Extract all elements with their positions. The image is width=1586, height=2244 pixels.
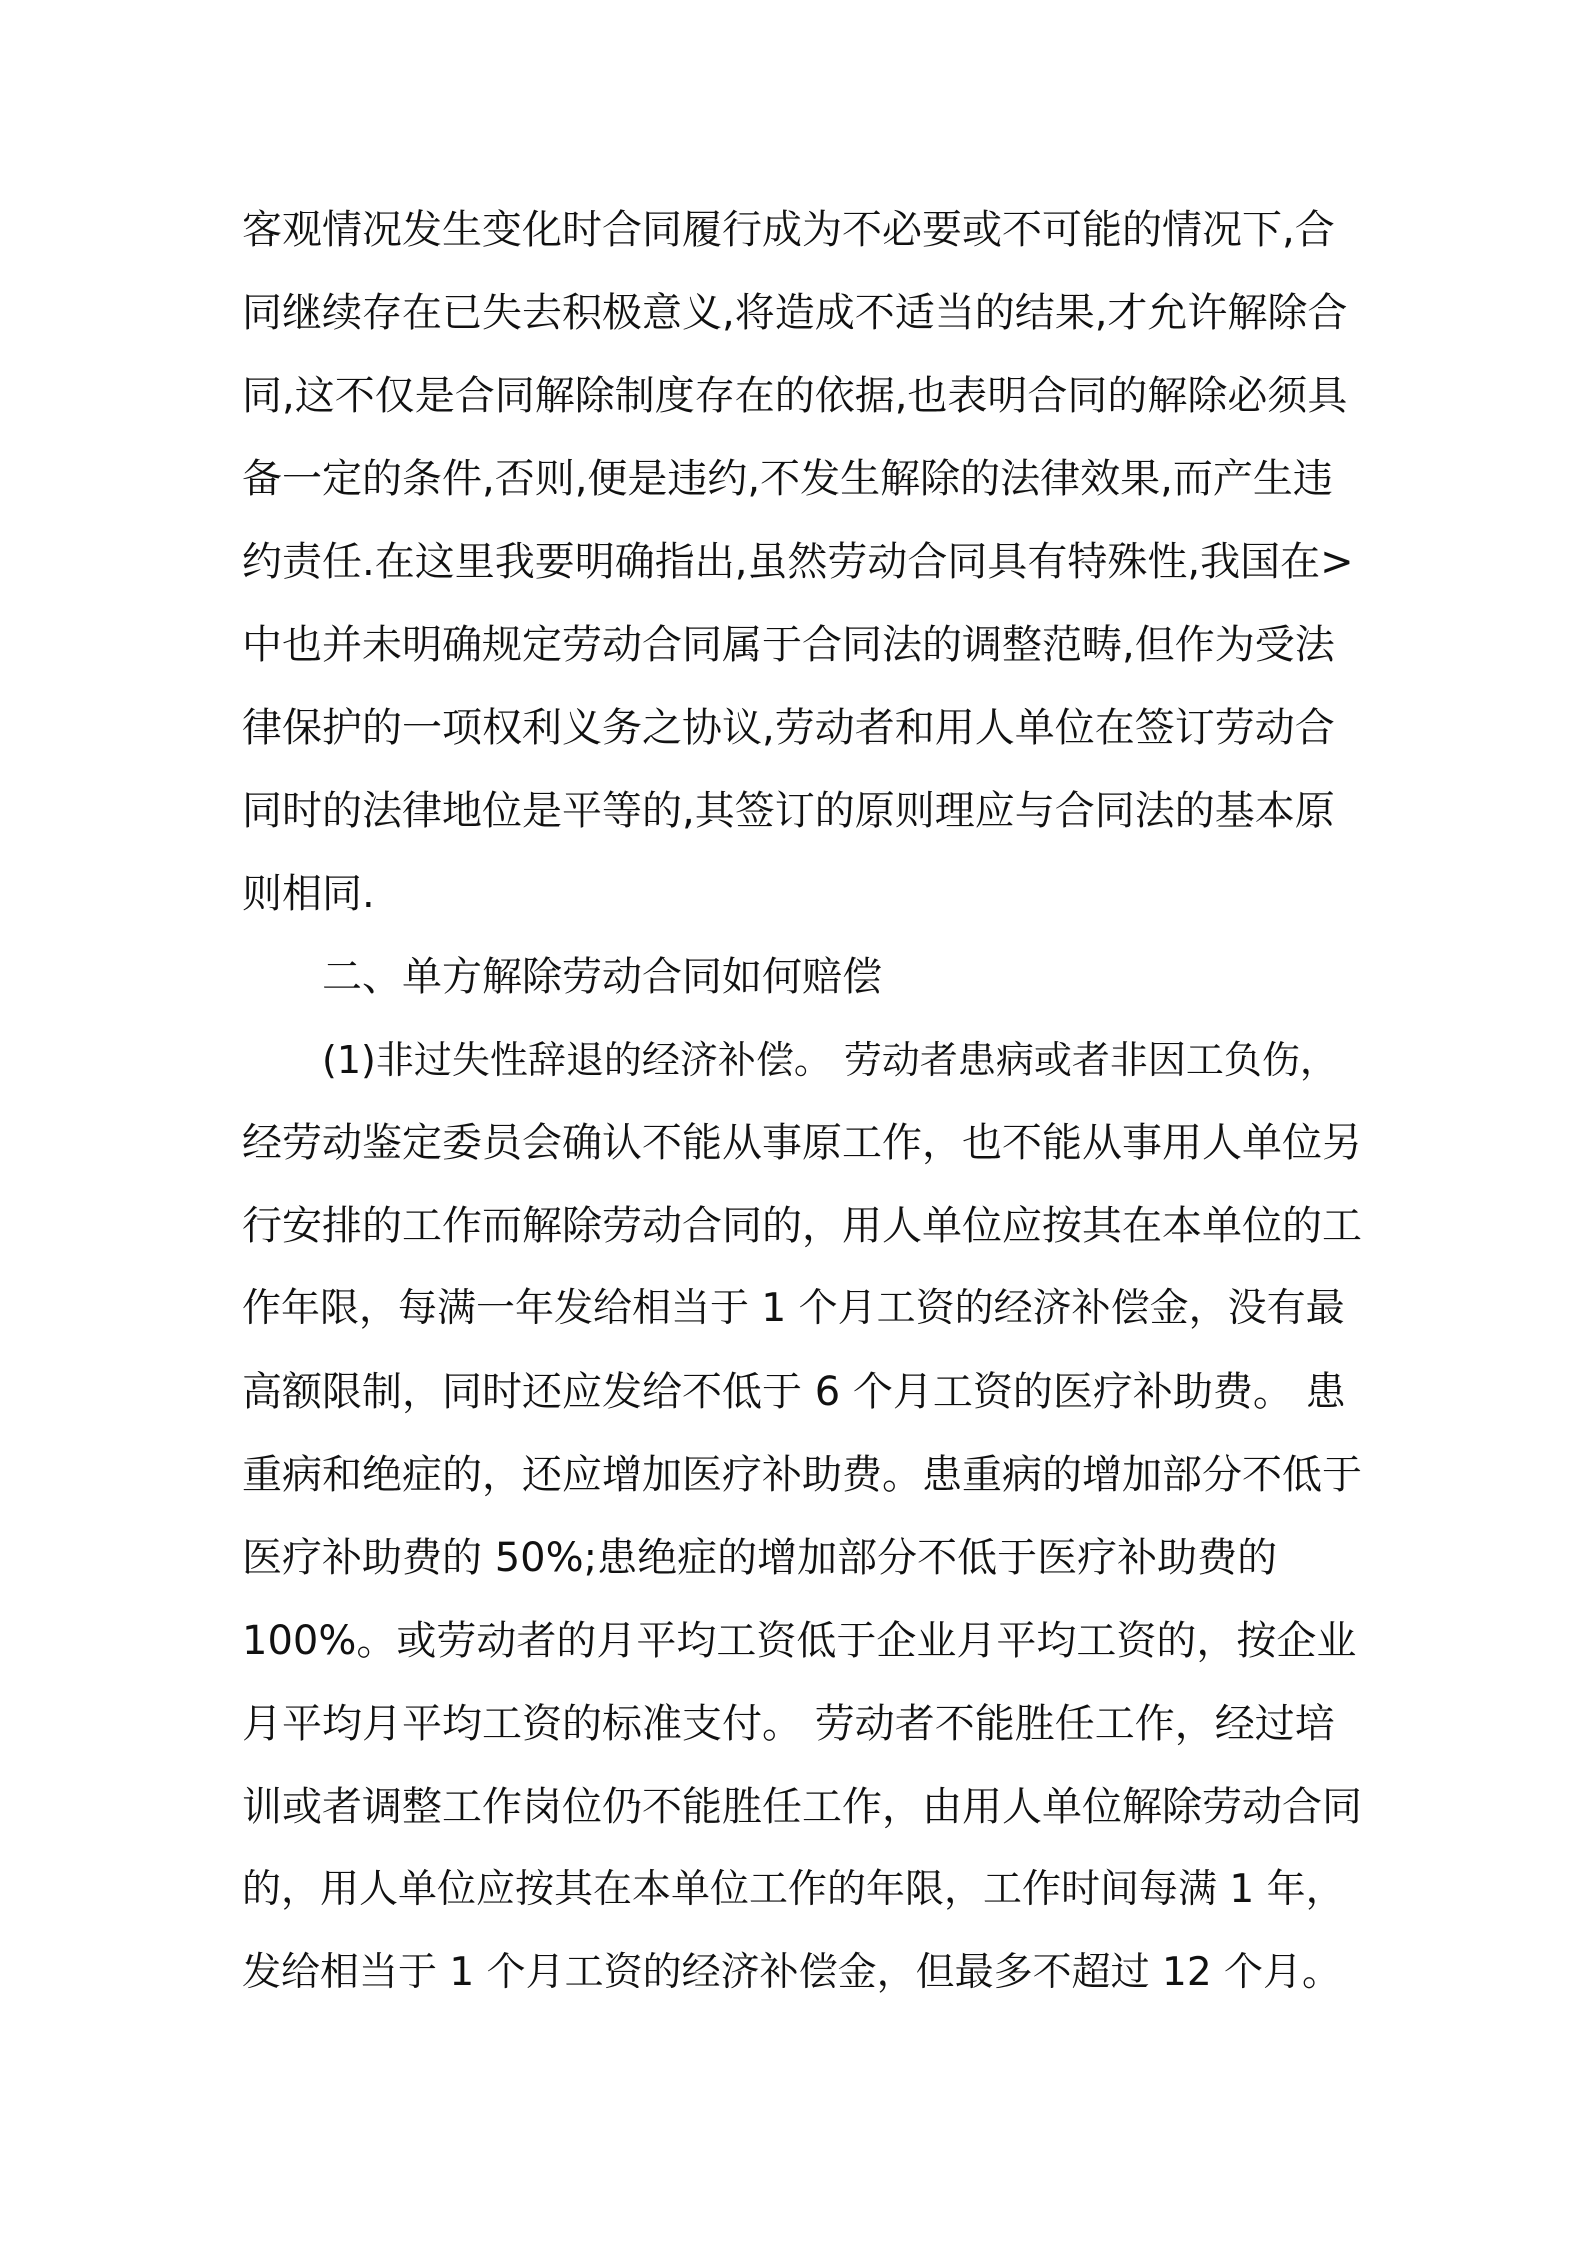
text-line: 100%。或劳动者的月平均工资低于企业月平均工资的，按企业 <box>242 1618 1357 1664</box>
text-line: 行安排的工作而解除劳动合同的，用人单位应按其在本单位的工 <box>242 1203 1362 1249</box>
text-line: 中也并未明确规定劳动合同属于合同法的调整范畴,但作为受法 <box>242 622 1335 668</box>
text-line: 同,这不仅是合同解除制度存在的依据,也表明合同的解除必须具 <box>242 373 1348 419</box>
text-line: 训或者调整工作岗位仍不能胜任工作，由用人单位解除劳动合同 <box>242 1784 1362 1830</box>
text-line: 医疗补助费的 50%;患绝症的增加部分不低于医疗补助费的 <box>242 1535 1278 1581</box>
text-line: 同继续存在已失去积极意义,将造成不适当的结果,才允许解除合 <box>242 290 1348 336</box>
text-line: 客观情况发生变化时合同履行成为不必要或不可能的情况下,合 <box>242 207 1335 253</box>
text-line: 同时的法律地位是平等的,其签订的原则理应与合同法的基本原 <box>242 788 1335 834</box>
text-line: 发给相当于 1 个月工资的经济补偿金，但最多不超过 12 个月。 <box>242 1950 1342 1995</box>
text-line: 的，用人单位应按其在本单位工作的年限，工作时间每满 1 年， <box>242 1867 1345 1912</box>
text-line: 备一定的条件,否则,便是违约,不发生解除的法律效果,而产生违 <box>242 456 1333 502</box>
text-line: 则相同. <box>242 871 375 917</box>
text-line: 约责任.在这里我要明确指出,虽然劳动合同具有特殊性,我国在> <box>242 539 1354 585</box>
text-line: 作年限，每满一年发给相当于 1 个月工资的经济补偿金，没有最 <box>242 1286 1345 1331</box>
text-line: 月平均月平均工资的标准支付。 劳动者不能胜任工作，经过培 <box>242 1701 1335 1747</box>
text-line: 经劳动鉴定委员会确认不能从事原工作，也不能从事用人单位另 <box>242 1120 1362 1166</box>
text-line: 重病和绝症的，还应增加医疗补助费。患重病的增加部分不低于 <box>242 1452 1362 1498</box>
text-line: (1)非过失性辞退的经济补偿。 劳动者患病或者非因工负伤， <box>322 1038 1338 1082</box>
section-heading: 二、单方解除劳动合同如何赔偿 <box>322 954 882 1000</box>
text-line: 高额限制，同时还应发给不低于 6 个月工资的医疗补助费。 患 <box>242 1369 1346 1415</box>
text-line: 律保护的一项权利义务之协议,劳动者和用人单位在签订劳动合 <box>242 705 1335 751</box>
